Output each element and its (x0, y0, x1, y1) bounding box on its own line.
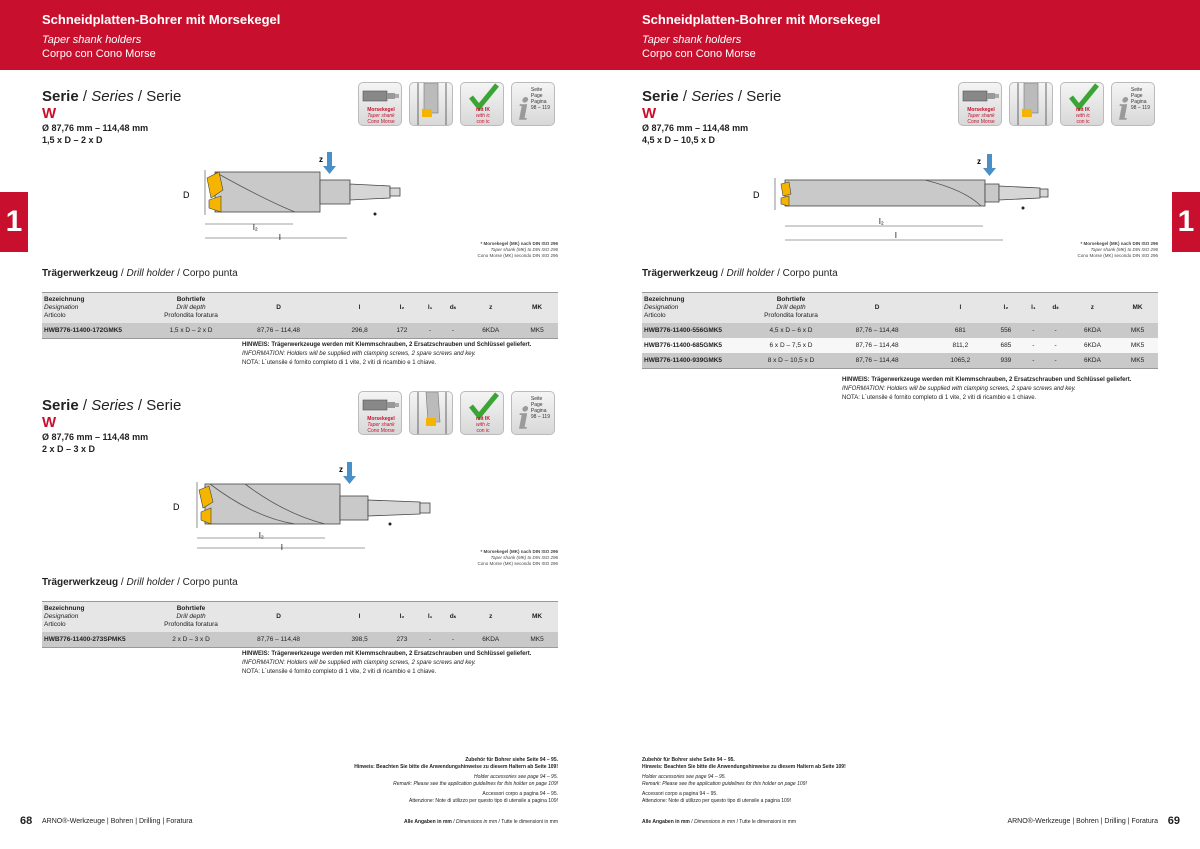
serie-title: Serie / Series / Serie (42, 88, 182, 105)
page-right (600, 0, 1200, 849)
holder-title: Trägerwerkzeug / Drill holder / Corpo punta (642, 268, 838, 279)
l-label: l (895, 231, 897, 240)
table-row: HWB776-11400-939GMK5 8 x D – 10,5 x D 87,76 – 114,48 1065,2 939 - - 6KDA MK5 (642, 353, 1158, 368)
l2-label: l₂ (879, 217, 884, 226)
serie-letter: W (42, 414, 57, 431)
l2-label: l₂ (253, 223, 258, 232)
header-subtitle-en: Taper shank holders (642, 34, 742, 46)
tool-drawing-1 (175, 150, 415, 250)
page-number: 69 (1167, 815, 1180, 827)
l-label: l (281, 543, 283, 552)
holder-title: Trägerwerkzeug / Drill holder / Corpo punta (42, 268, 238, 279)
hinweis-note-2: HINWEIS: Trägerwerkzeuge werden mit Klemmschrauben, 2 Ersatzschrauben und Schlüssel geliefert. INFORMATION: Holders will be supplied with clamping screws, 2 spare screws and key. NOTA: L´utensile é fornito completo di 1 vite, 2 viti di ricambio e 1 chiave. (242, 651, 532, 675)
header-subtitle-it: Corpo con Cono Morse (42, 48, 156, 60)
z-axis-label: z (977, 157, 981, 166)
feature-icons (958, 82, 1158, 128)
serie-diameter: Ø 87,76 mm – 114,48 mm (42, 432, 149, 442)
table-row: HWB776-11400-685GMK5 6 x D – 7,5 x D 87,76 – 114,48 811,2 685 - - 6KDA MK5 (642, 338, 1158, 353)
table-row: HWB776-11400-172GMK5 1,5 x D – 2 x D 87,76 – 114,48 296,8 172 - - 6KDA MK5 (42, 323, 558, 338)
footer-text: ARNO®-Werkzeuge | Bohren | Drilling | Foratura (42, 818, 193, 825)
serie-ratio: 1,5 x D – 2 x D (42, 135, 103, 145)
info-icon: i Seite Page Pagina 98 – 119 (1111, 82, 1155, 126)
serie-letter: W (642, 105, 657, 122)
table-header: Bezeichnung Designation Articolo Bohrtiefe Drill depth Profondita foratura D l l₂ l₁ dₛ z MK (42, 602, 558, 633)
morse-taper-icon: Morsekegel Taper shank Cono Morse (958, 82, 1002, 126)
morse-note: * Morsekegel (MK) nach DIN ISO 296 Taper shank (MK) to DIN ISO 296 Cono Morse (MK) secondo DIN ISO 296 (477, 241, 558, 258)
hinweis-note-3: HINWEIS: Trägerwerkzeuge werden mit Klemmschrauben, 2 Ersatzschrauben und Schlüssel geliefert. INFORMATION: Holders will be supplied with clamping screws, 2 spare screws and key. NOTA: L´utensile é fornito completo di 1 vite, 2 viti di ricambio e 1 chiave. (842, 377, 1132, 401)
drilling-icon (409, 391, 453, 435)
serie-diameter: Ø 87,76 mm – 114,48 mm (642, 123, 749, 133)
z-axis-label: z (339, 465, 343, 474)
diameter-label: D (753, 190, 760, 200)
table-row: HWB776-11400-556GMK5 4,5 x D – 6 x D 87,76 – 114,48 681 556 - - 6KDA MK5 (642, 323, 1158, 338)
footer-text: ARNO®-Werkzeuge | Bohren | Drilling | Foratura (1007, 818, 1158, 825)
hinweis-note-1: HINWEIS: Trägerwerkzeuge werden mit Klemmschrauben, 2 Ersatzschrauben und Schlüssel geliefert. INFORMATION: Holders will be supplied with clamping screws, 2 spare screws and key. NOTA: L´utensile é fornito completo di 1 vite, 2 viti di ricambio e 1 chiave. (242, 342, 532, 366)
spec-table-2 (42, 601, 558, 648)
header-subtitle-en: Taper shank holders (42, 34, 142, 46)
accessories-note: Zubehör für Bohrer siehe Seite 94 – 95. Hinweis: Beachten Sie bitte die Anwendungshinweise zu diesem Haltern ab Seite 109! Holder accessories see page 94 – 95. Remark: Please see the application guidelines for this holder on page 109! Accessori corpo a pagina 94 – 95. Attenzione: Note di utilizzo per questo tipo di utensile a pagina 109! (642, 757, 846, 804)
header-left (0, 0, 600, 70)
z-axis-label: z (319, 155, 323, 164)
diameter-label: D (183, 190, 190, 200)
tool-drawing-2 (165, 458, 445, 558)
serie-letter: W (42, 105, 57, 122)
info-icon: i Seite Page Pagina 98 – 119 (511, 82, 555, 126)
serie-ratio: 2 x D – 3 x D (42, 444, 96, 454)
units-note: Alle Angaben in mm / Dimensions in mm / Tutte le dimensioni in mm (403, 819, 558, 825)
tool-drawing-3 (745, 150, 1065, 250)
feature-icons (358, 391, 558, 437)
chapter-tab: 1 (1172, 192, 1200, 252)
holder-title: Trägerwerkzeug / Drill holder / Corpo punta (42, 577, 238, 588)
serie-title: Serie / Series / Serie (42, 397, 182, 414)
table-row: HWB776-11400-273SPMK5 2 x D – 3 x D 87,76 – 114,48 398,5 273 - - 6KDA MK5 (42, 632, 558, 647)
header-right (600, 0, 1200, 70)
serie-ratio: 4,5 x D – 10,5 x D (642, 135, 716, 145)
serie-title: Serie / Series / Serie (642, 88, 782, 105)
internal-coolant-icon: mit IK with ic con ic (460, 82, 504, 126)
morse-taper-icon: Morsekegel Taper shank Cono Morse (358, 82, 402, 126)
drilling-icon (1009, 82, 1053, 126)
accessories-note: Zubehör für Bohrer siehe Seite 94 – 95. Hinweis: Beachten Sie bitte die Anwendungshinweise zu diesem Haltern ab Seite 109! Holder accessories see page 94 – 95. Remark: Please see the application guidelines for this holder on page 109! Accessori corpo a pagina 94 – 95. Attenzione: Note di utilizzo per questo tipo di utensile a pagina 109! (354, 757, 558, 804)
header-subtitle-it: Corpo con Cono Morse (642, 48, 756, 60)
header-title: Schneidplatten-Bohrer mit Morsekegel (642, 12, 881, 27)
table-header: Bezeichnung Designation Articolo Bohrtiefe Drill depth Profondita foratura D l l₂ l₁ dₛ z MK (642, 293, 1158, 324)
page-number: 68 (20, 815, 33, 827)
header-title: Schneidplatten-Bohrer mit Morsekegel (42, 12, 281, 27)
internal-coolant-icon: mit IK with ic con ic (460, 391, 504, 435)
units-note: Alle Angaben in mm / Dimensions in mm / Tutte le dimensioni in mm (642, 819, 797, 825)
serie-diameter: Ø 87,76 mm – 114,48 mm (42, 123, 149, 133)
morse-taper-icon: Morsekegel Taper shank Cono Morse (358, 391, 402, 435)
chapter-tab: 1 (0, 192, 28, 252)
morse-note: * Morsekegel (MK) nach DIN ISO 296 Taper shank (MK) to DIN ISO 296 Cono Morse (MK) secondo DIN ISO 296 (1077, 241, 1158, 258)
internal-coolant-icon: mit IK with ic con ic (1060, 82, 1104, 126)
diameter-label: D (173, 502, 180, 512)
l-label: l (279, 233, 281, 242)
morse-note: * Morsekegel (MK) nach DIN ISO 296 Taper shank (MK) to DIN ISO 296 Cono Morse (MK) secondo DIN ISO 296 (477, 549, 558, 566)
feature-icons (358, 82, 558, 128)
table-header: Bezeichnung Designation Articolo Bohrtiefe Drill depth Profondita foratura D l l₂ l₁ dₛ z MK (42, 293, 558, 324)
info-icon: i Seite Page Pagina 98 – 119 (511, 391, 555, 435)
spec-table-3 (642, 292, 1158, 369)
drilling-icon (409, 82, 453, 126)
l2-label: l₂ (259, 531, 264, 540)
spec-table-1 (42, 292, 558, 339)
